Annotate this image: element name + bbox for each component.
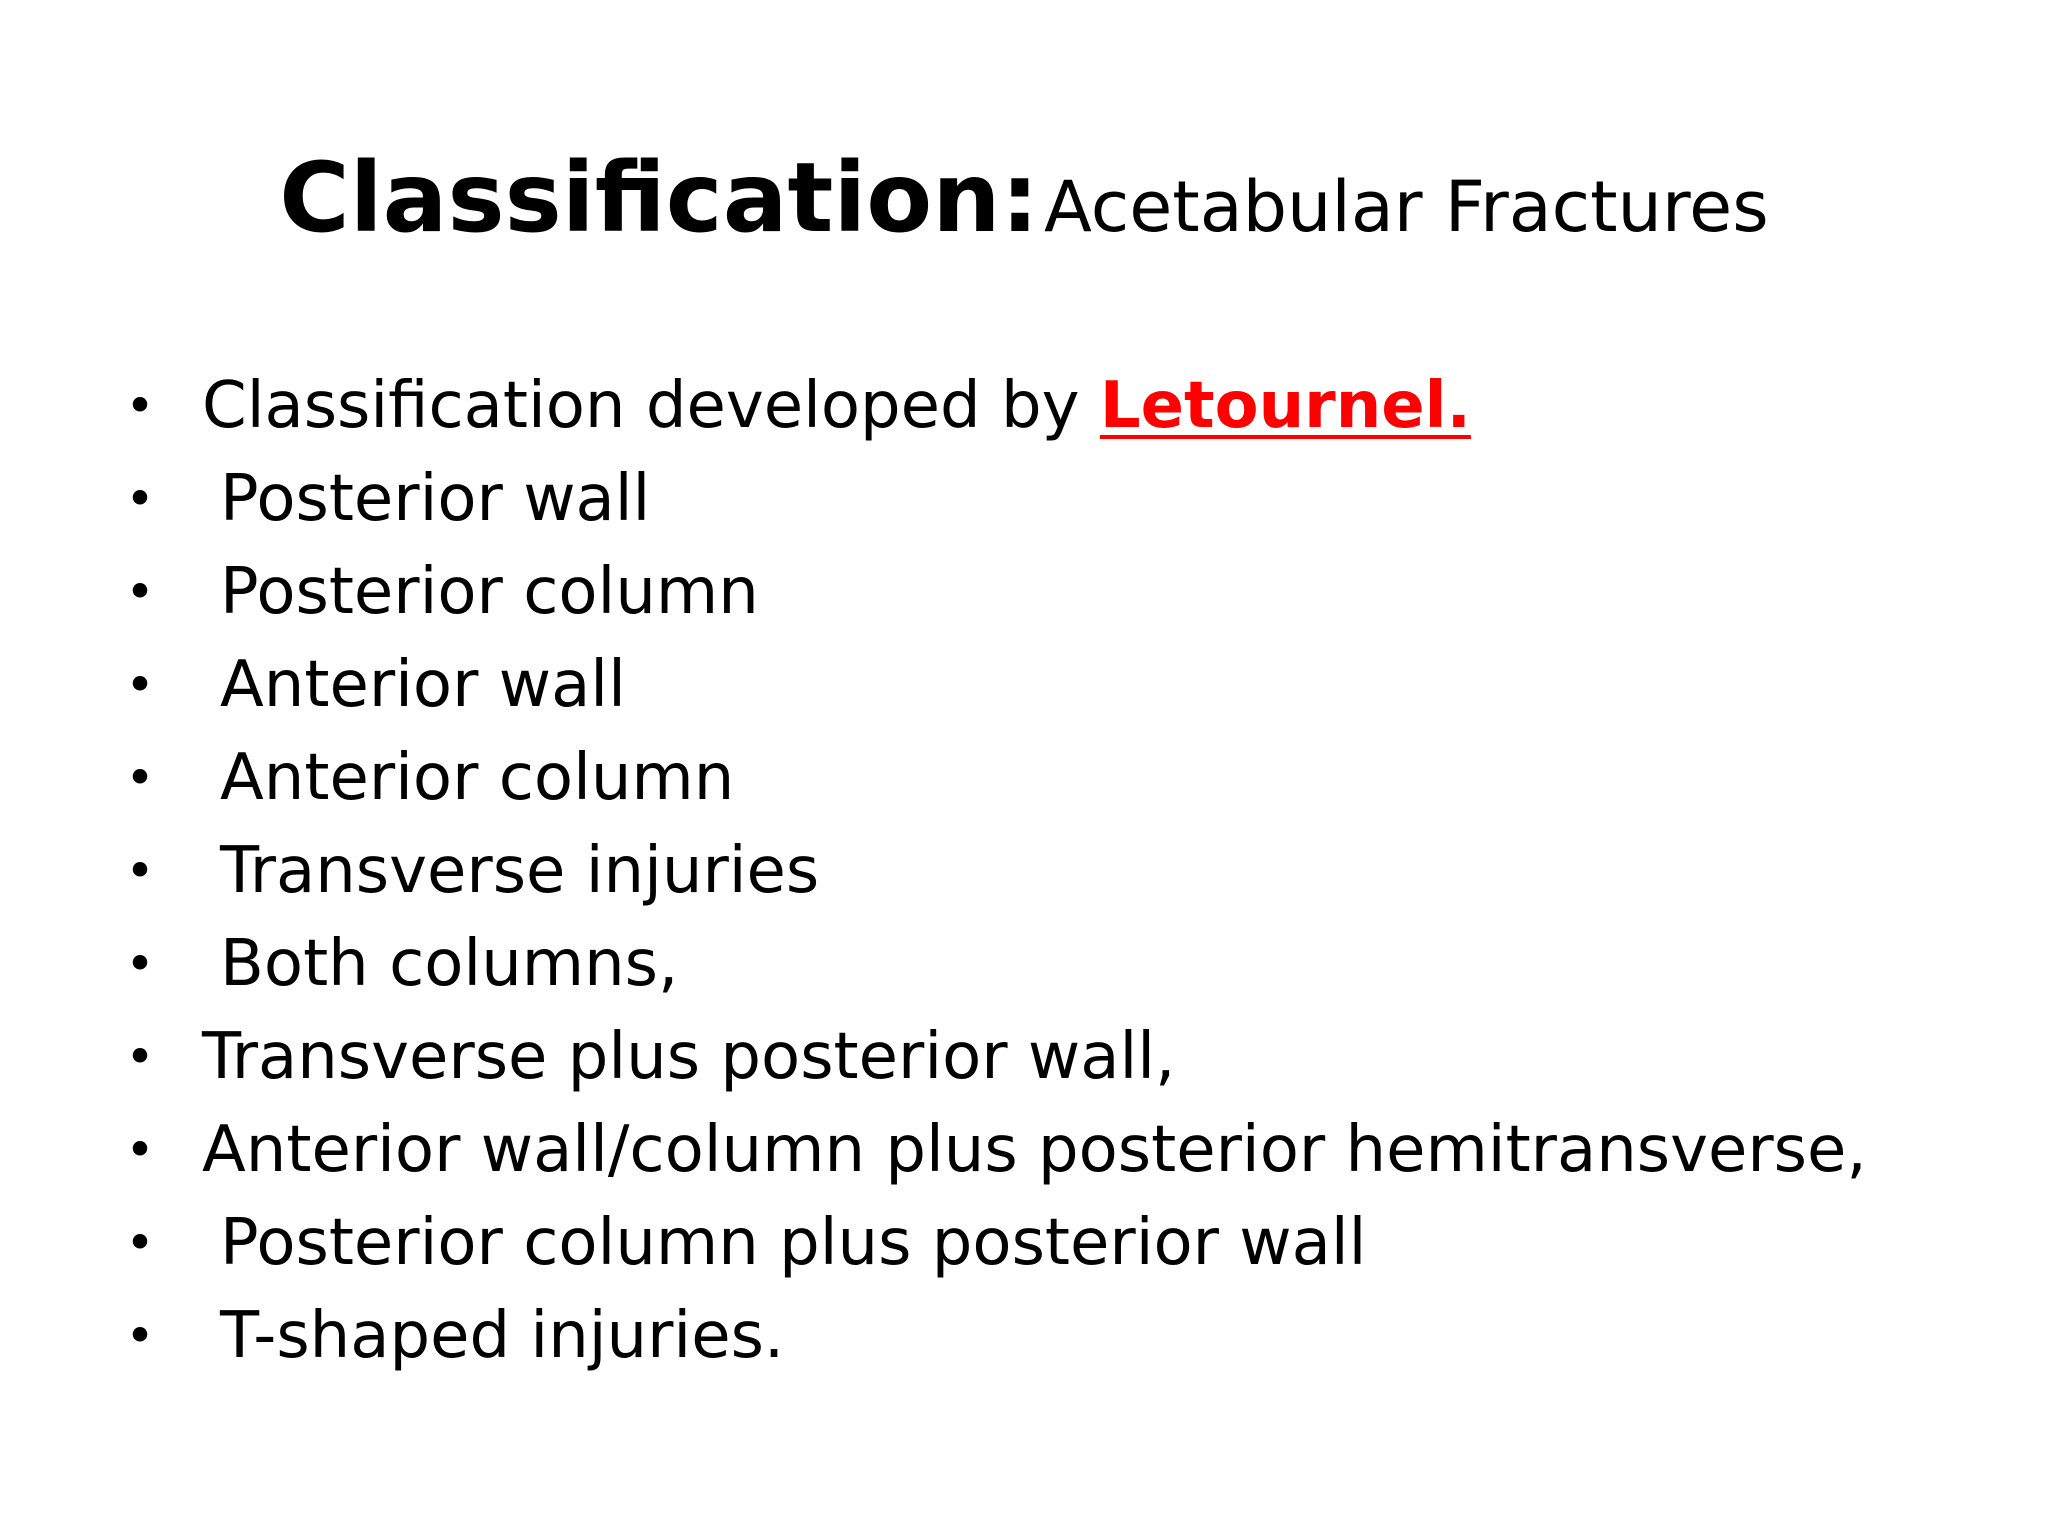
bullet-text: T-shaped injuries. [220,1299,785,1373]
bullet-icon: • [125,1307,155,1365]
list-item [120,639,2000,732]
bullet-text: Posterior column [220,555,759,629]
bullet-text: Anterior wall/column plus posterior hemitransverse, [202,1113,1867,1187]
bullet-icon: • [125,377,155,435]
bullet-icon: • [125,1028,155,1086]
list-item [120,1104,2000,1197]
title-strong: Classification: [279,142,1039,254]
list-item [120,918,2000,1011]
bullet-list [120,360,2000,1383]
bullet-icon: • [125,563,155,621]
list-item [120,732,2000,825]
letournel-highlight: Letournel. [1099,369,1471,443]
list-item [120,1197,2000,1290]
bullet-text: Anterior wall [220,648,626,722]
title-subtitle: Acetabular Fractures [1044,166,1769,248]
bullet-icon: • [125,470,155,528]
bullet-icon: • [125,1214,155,1272]
list-item [120,453,2000,546]
bullet-text [202,360,1471,453]
bullet-text: Posterior column plus posterior wall [220,1206,1367,1280]
bullet-icon: • [125,1121,155,1179]
bullet-text: Posterior wall [220,462,651,536]
bullet-icon: • [125,842,155,900]
bullet-icon: • [125,935,155,993]
intro-text: Classification developed by [202,369,1100,443]
bullet-text: Both columns, [220,927,679,1001]
bullet-text: Anterior column [220,741,735,815]
list-item [120,1011,2000,1104]
bullet-icon: • [125,656,155,714]
bullet-icon: • [125,749,155,807]
list-item [120,825,2000,918]
bullet-text: Transverse injuries [220,834,820,908]
list-item [120,360,2000,453]
bullet-text: Transverse plus posterior wall, [202,1020,1176,1094]
slide-title [0,128,2048,268]
list-item [120,546,2000,639]
list-item [120,1290,2000,1383]
